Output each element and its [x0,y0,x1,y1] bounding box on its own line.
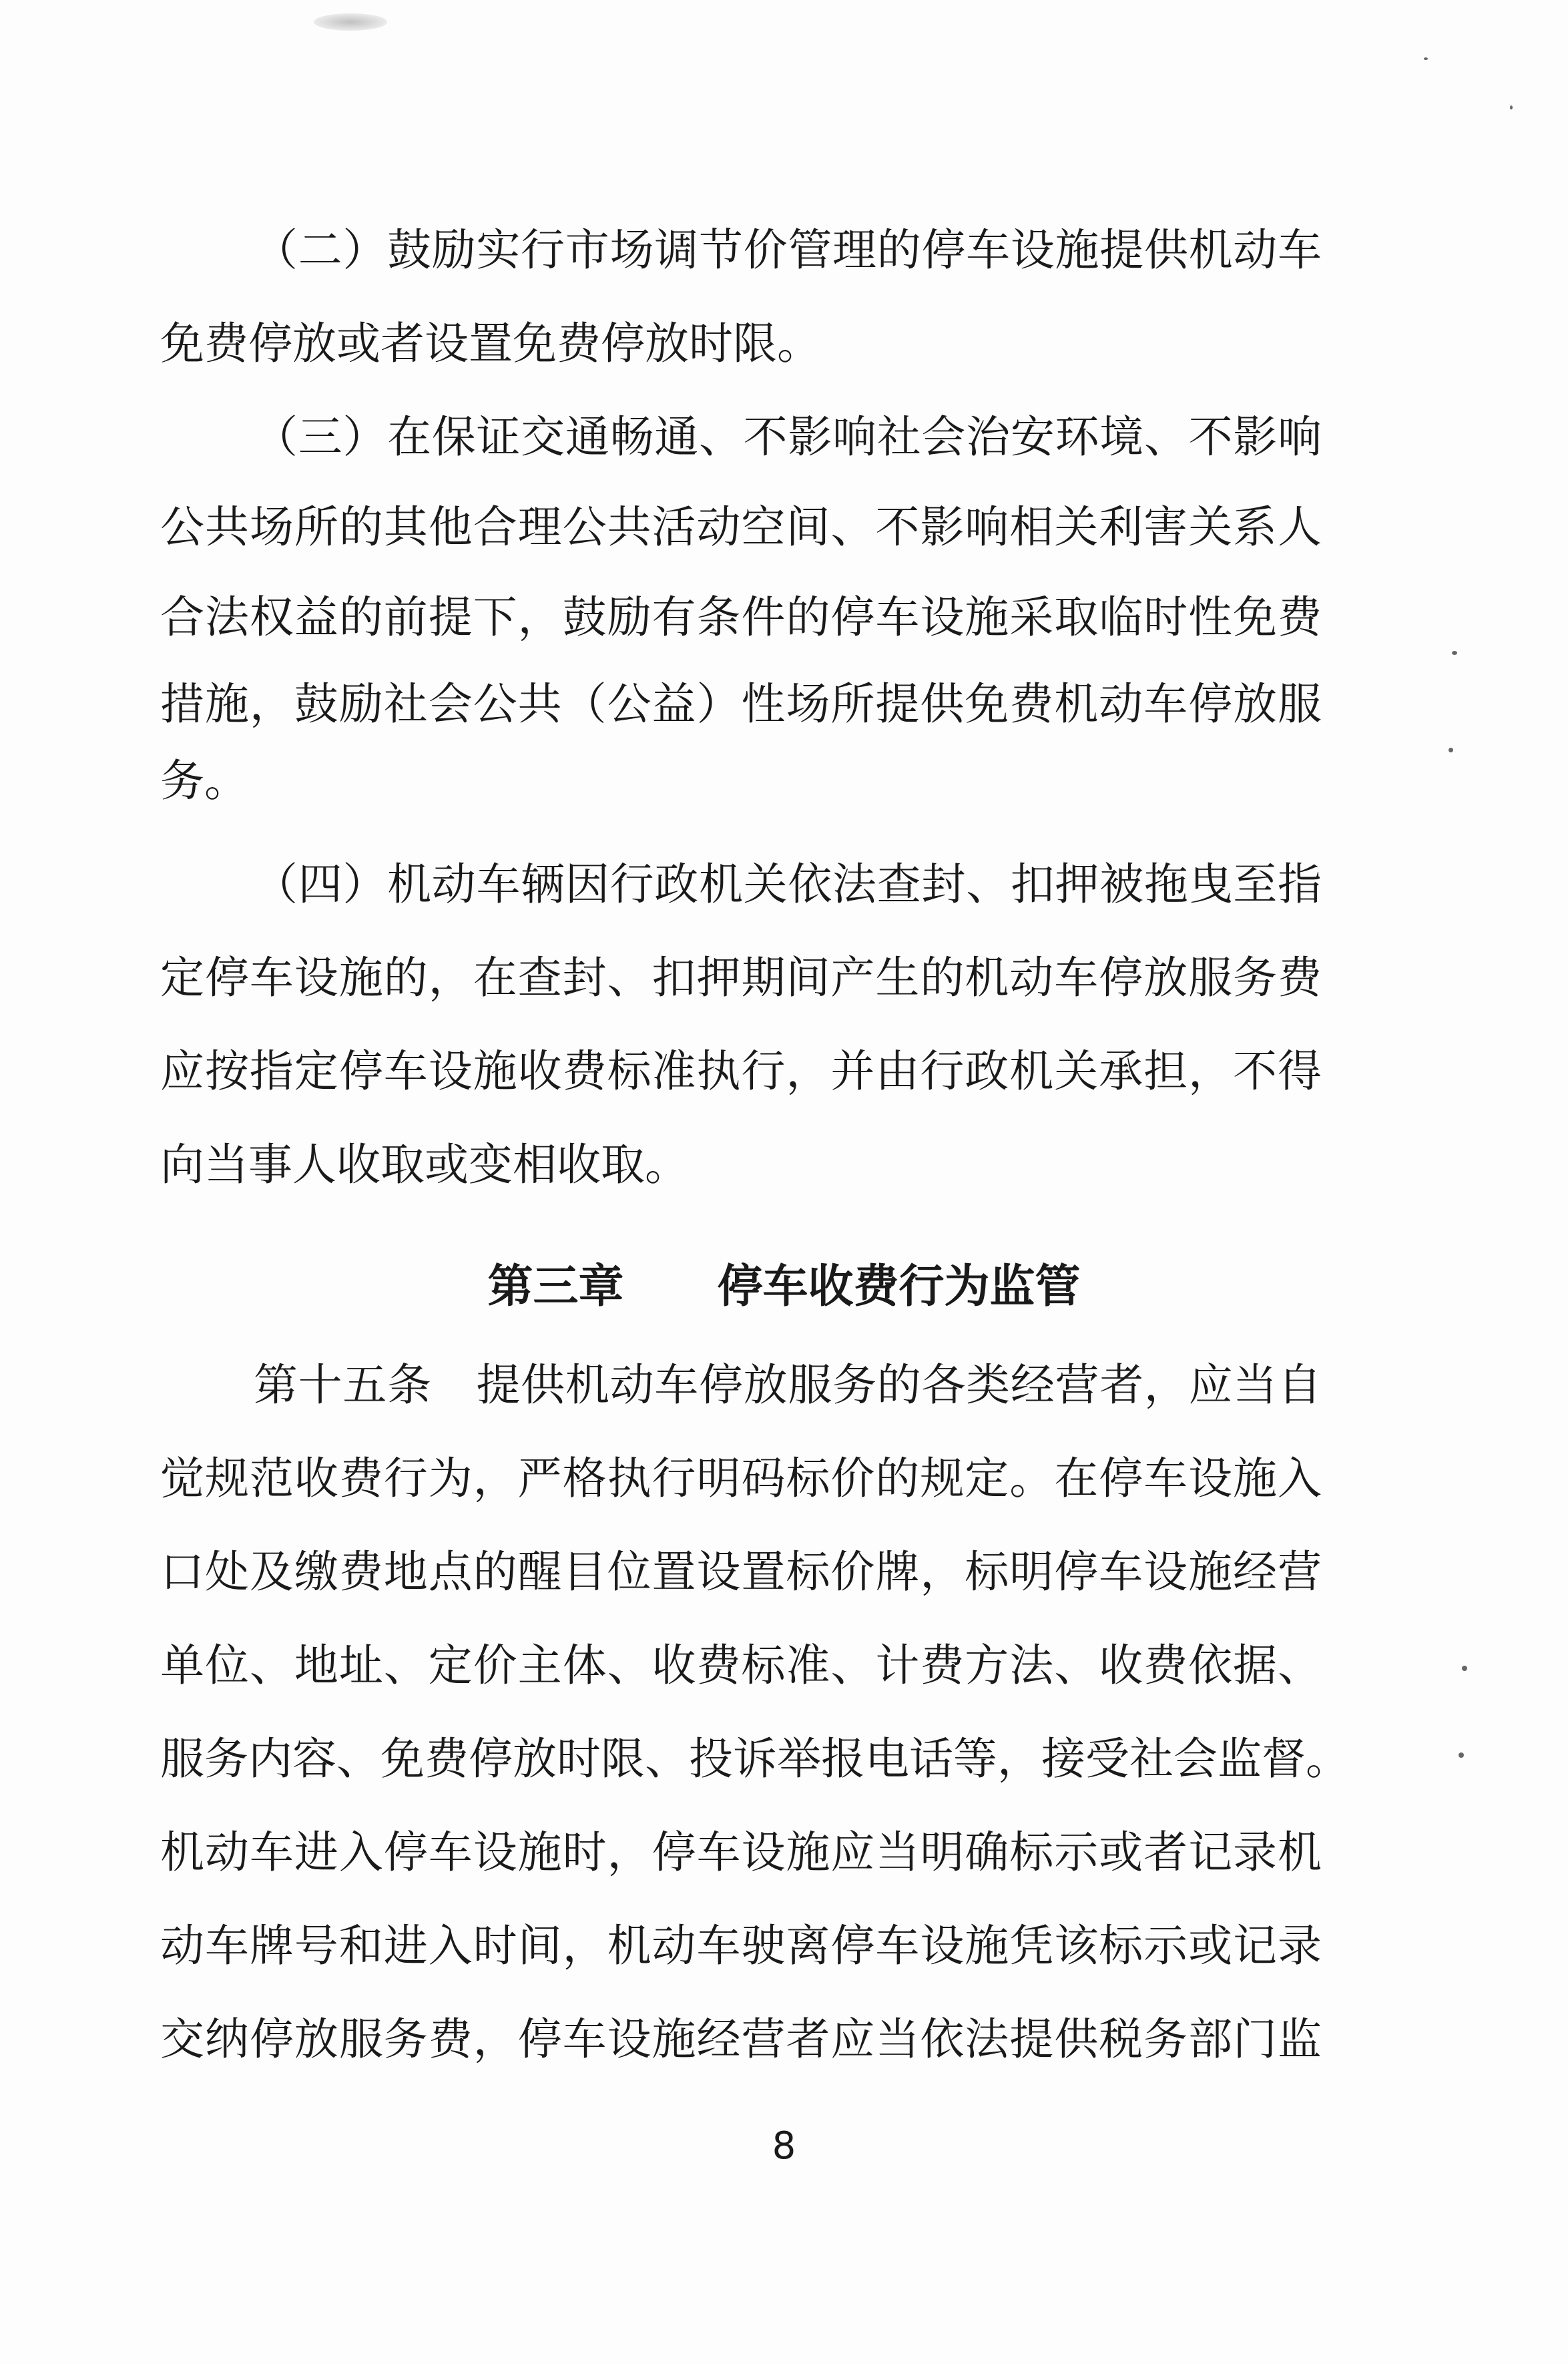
chapter-title: 停车收费行为监管 [717,1260,1081,1313]
scan-speck [1452,651,1457,655]
paragraph-line: 交纳停放服务费，停车设施经营者应当依法提供税务部门监 [160,2014,1322,2065]
paragraph-line: 口处及缴费地点的醒目位置设置标价牌，标明停车设施经营 [160,1546,1322,1598]
scan-speck [1510,105,1513,109]
paragraph-line: 免费停放或者设置免费停放时限。 [160,318,821,369]
paragraph-line: 公共场所的其他合理公共活动空间、不影响相关利害关系人 [160,501,1322,553]
scan-speck [1449,748,1453,752]
chapter-heading [0,1257,1568,1317]
scan-speck [1459,1752,1464,1758]
paragraph-line: 应按指定停车设施收费标准执行，并由行政机关承担，不得 [160,1045,1322,1097]
paragraph-line: 服务内容、免费停放时限、投诉举报电话等，接受社会监督。 [160,1733,1350,1785]
page-number: 8 [772,2124,796,2168]
paragraph-line: 单位、地址、定价主体、收费标准、计费方法、收费依据、 [160,1640,1322,1691]
paragraph-line: 向当事人收取或变相收取。 [160,1139,689,1190]
scan-speck [1462,1666,1467,1671]
paragraph-line: 第十五条 提供机动车停放服务的各类经营者，应当自 [254,1359,1322,1411]
paragraph-line: 定停车设施的，在查封、扣押期间产生的机动车停放服务费 [160,952,1322,1003]
paragraph-line: 务。 [160,755,248,806]
paragraph-line: 合法权益的前提下，鼓励有条件的停车设施采取临时性免费 [160,592,1322,643]
paragraph-line: （三）在保证交通畅通、不影响社会治安环境、不影响 [254,411,1322,463]
scan-speck [1424,57,1428,60]
paragraph-line: （二）鼓励实行市场调节价管理的停车设施提供机动车 [254,224,1322,276]
paragraph-line: 动车牌号和进入时间，机动车驶离停车设施凭该标示或记录 [160,1920,1322,1971]
paragraph-line: 觉规范收费行为，严格执行明码标价的规定。在停车设施入 [160,1453,1322,1504]
paragraph-line: 措施，鼓励社会公共（公益）性场所提供免费机动车停放服 [160,678,1322,730]
chapter-number: 第三章 [487,1260,624,1313]
paragraph-line: 机动车进入停车设施时，停车设施应当明确标示或者记录机 [160,1827,1322,1878]
paragraph-line: （四）机动车辆因行政机关依法查封、扣押被拖曳至指 [254,859,1322,910]
scan-smudge [314,13,387,31]
